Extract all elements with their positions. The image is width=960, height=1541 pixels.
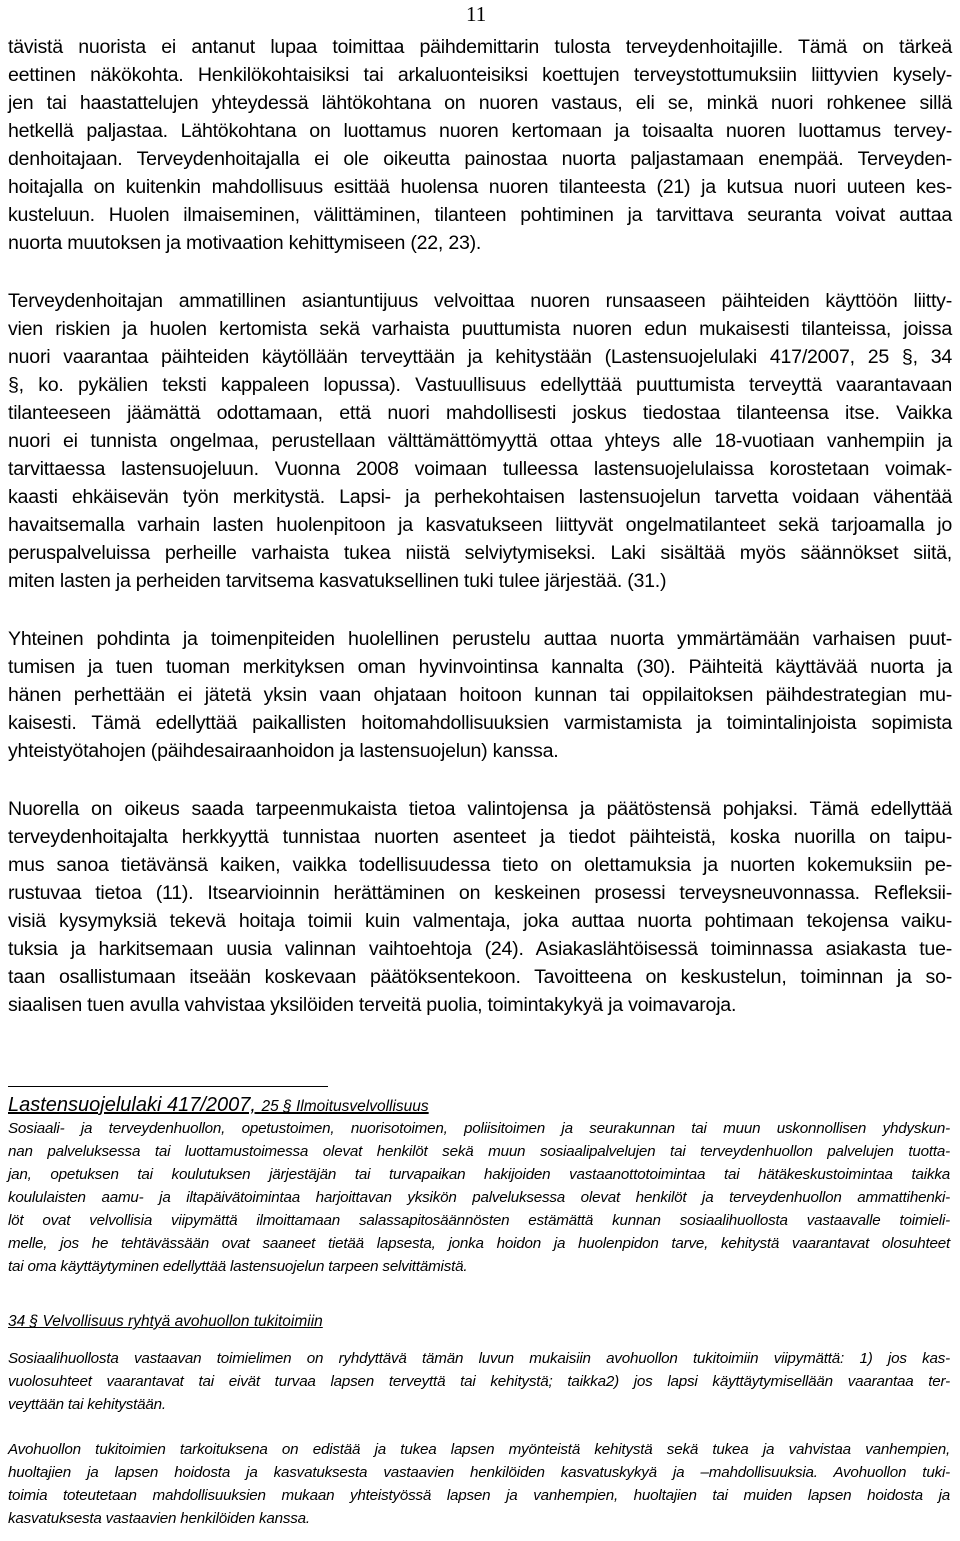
page-number: 11 <box>466 2 487 26</box>
paragraph-line: tarvittaessa lastensuojeluun. Vuonna 2008 voimaan tulleessa lastensuojelulaissa korostetaan voimak- <box>8 458 952 480</box>
paragraph-line: rustuvaa tietoa (11). Itsearvioinnin herättäminen on keskeinen prosessi terveysneuvonnassa. Refleksii- <box>8 882 952 904</box>
footnote-line: melle, jos he tehtävässään ovat saaneet tietää lapsesta, jonka hoidon ja huolenpidon tarve, kehitystä vaarantavat olosuhteet <box>8 1235 950 1252</box>
paragraph-line: vien riskien ja huolen kertomista sekä varhaista puuttumista nuoren edun mukaisesti tilanteissa, joissa <box>8 318 952 340</box>
footnote-line: toimia toteutetaan mahdollisuuksien mukaan yhteistyössä lapsen ja vanhempien, huoltajien tai muiden lapsen hoidosta ja <box>8 1487 950 1504</box>
paragraph-line: hetkellä paljastaa. Lähtökohtana on luottamus nuoren kertomaan ja toisaalta nuoren luottamus tervey- <box>8 120 952 142</box>
footnote-line: Sosiaalihuollosta vastaavan toimielimen on ryhdyttävä tämän luvun mukaisiin avohuollon tukitoimiin viipymättä: 1) jos kas- <box>8 1350 950 1367</box>
footnote-line: huoltajien ja lapsen hoidosta ja kasvatuksesta vastaavien henkilöiden kasvatuskykyä ja –mahdollisuuksia. Avohuollon tuki- <box>8 1464 950 1481</box>
law-title: Lastensuojelulaki 417/2007, <box>8 1094 256 1116</box>
paragraph-line: hoitajalla on kuitenkin mahdollisuus esittää huolensa nuoren tilanteesta (21) ja kutsua nuori uuteen kes- <box>8 176 952 198</box>
paragraph-line: §, ko. pykälien teksti kappaleen lopussa). Vastuullisuus edellyttää puuttumista terveyttä vaarantavaan <box>8 374 952 396</box>
paragraph-line: kaisesti. Tämä edellyttää paikallisten hoitomahdollisuuksien varmistamista ja toimintalinjoista sopimista <box>8 712 952 734</box>
paragraph-line: jen tai haastattelujen yhteydessä lähtökohtana on nuoren vastaus, eli se, minkä nuori rohkenee sillä <box>8 92 952 114</box>
paragraph-line: hänen perhettään ei jätetä yksin vaan ohjataan hoitoon kunnan tai oppilaitoksen päihdestrategian mu- <box>8 684 952 706</box>
paragraph-line: siaalisen tuen avulla vahvistaa yksilöiden terveitä puolia, toimintakykyä ja voimavaroja. <box>8 994 737 1016</box>
footnote-heading <box>8 1093 429 1119</box>
paragraph-line: tävistä nuorista ei antanut lupaa toimittaa päihdemittarin tulosta terveydenhoitajille. Tämä on tärkeä <box>8 36 952 58</box>
section-34-title: 34 § Velvollisuus ryhtyä avohuollon tukitoimiin <box>8 1313 323 1330</box>
footnote-line: löt ovat velvollisia viipymättä ilmoittamaan salassapitosäännösten estämättä kunnan sosiaalihuollosta vastaavalle toimieli- <box>8 1212 950 1229</box>
paragraph-line: mus sanoa tietävänsä kaiken, vaikka todellisuudessa tieto on olettamuksia ja nuorten kokemuksiin pe- <box>8 854 952 876</box>
footnote-line: Sosiaali- ja terveydenhuollon, opetustoimen, nuorisotoimen, poliisitoimen ja seurakunnan tai muun uskonnollisen yhdyskun- <box>8 1120 950 1137</box>
footnote-line: nan palveluksessa tai luottamustoimessa olevat henkilöt sekä muun sosiaalipalvelujen tai terveydenhuollon palvelujen tuotta- <box>8 1143 950 1160</box>
paragraph-line: Yhteinen pohdinta ja toimenpiteiden huolellinen perustelu auttaa nuorta ymmärtämään varhaisen puut- <box>8 628 952 650</box>
paragraph-line: Nuorella on oikeus saada tarpeenmukaista tietoa valintojensa ja päätöstensä pohjaksi. Tämä edellyttää <box>8 798 952 820</box>
footnote-line: kasvatuksesta vastaavien henkilöiden kanssa. <box>8 1510 310 1527</box>
paragraph-line: terveydenhoitajalta herkkyyttä tunnistaa nuorten asenteet ja tiedot päihteistä, koska nuorilla on taipu- <box>8 826 952 848</box>
footnote-line: koululaisten aamu- ja iltapäivätoimintaa harjoittavan yksikön palveluksessa olevat henkilöt ja terveydenhuollon ammattihenki- <box>8 1189 950 1206</box>
footnote-line: jan, opetuksen tai koulutuksen järjestäjän tai turvapaikan hakijoiden vastaanottotoimintaa tai hätäkeskustoimintaa taikka <box>8 1166 950 1183</box>
footnote-line: veyttään tai kehitystään. <box>8 1396 166 1413</box>
paragraph-line: taan osallistumaan itseään koskevaan päätöksentekoon. Tavoitteena on keskustelun, toiminnan ja so- <box>8 966 952 988</box>
paragraph-line: tuksia ja harkitsemaan uusia valinnan vaihtoehtoja (24). Asiakaslähtöisessä toiminnassa asiakasta tue- <box>8 938 952 960</box>
paragraph-line: tumisen ja tuen tuoman merkityksen oman hyvinvointinsa kannalta (30). Päihteitä käyttävää nuorta ja <box>8 656 952 678</box>
paragraph-line: peruspalveluissa perheille varhaista tukea niistä selviytymiseksi. Laki sisältää myös säännökset siitä, <box>8 542 952 564</box>
section-25-title: 25 § Ilmoitusvelvollisuus <box>261 1098 429 1115</box>
paragraph-line: kusteluun. Huolen ilmaiseminen, välittäminen, tilanteen pohtiminen ja tarvittava seuranta voivat auttaa <box>8 204 952 226</box>
paragraph-line: nuori ei tunnista ongelmaa, perustellaan välttämättömyyttä ottaa yhteys alle 18-vuotiaan vanhempiin ja <box>8 430 952 452</box>
footnote-line: tai oma käyttäytyminen edellyttää lastensuojelun tarpeen selvittämistä. <box>8 1258 468 1275</box>
paragraph-line: kaasti ehkäisevän työn merkitystä. Lapsi- ja perhekohtaisen lastensuojelun tarvetta voidaan vähentää <box>8 486 952 508</box>
paragraph-line: eettinen näkökohta. Henkilökohtaisiksi tai arkaluonteisiksi koettujen terveystottumuksiin liittyvien kysely- <box>8 64 952 86</box>
footnote-line: Avohuollon tukitoimien tarkoituksena on edistää ja tukea lapsen myönteistä kehitystä sekä tukea ja vahvistaa vanhempien, <box>8 1441 950 1458</box>
paragraph-line: visiä kysymyksiä tekevä hoitaja toimii kuin valmentaja, joka auttaa nuorta pohtimaan tekojensa vaiku- <box>8 910 952 932</box>
paragraph-line: havaitsemalla varhain lasten huolenpitoon ja kasvatukseen liittyvät ongelmatilanteet sekä tarjoamalla jo <box>8 514 952 536</box>
footnote-line: vuolosuhteet vaarantavat tai eivät turvaa lapsen terveyttä tai kehitystä; taikka2) jos lapsi käyttäytymisellään vaarantaa ter- <box>8 1373 950 1390</box>
paragraph-line: tilanteeseen jäämättä odottamaan, että nuori mahdollisesti joskus tiedostaa tilanteensa itse. Vaikka <box>8 402 952 424</box>
paragraph-line: yhteistyötahojen (päihdesairaanhoidon ja lastensuojelun) kanssa. <box>8 740 559 762</box>
paragraph-line: nuori vaarantaa päihteiden käytöllään terveyttään ja kehitystään (Lastensuojelulaki 417/2007, 25 §, 34 <box>8 346 952 368</box>
paragraph-line: Terveydenhoitajan ammatillinen asiantuntijuus velvoittaa nuoren runsaaseen päihteiden käyttöön liitty- <box>8 290 952 312</box>
footnote-separator <box>8 1086 328 1087</box>
paragraph-line: denhoitajaan. Terveydenhoitajalla ei ole oikeutta painostaa nuorta paljastamaan enempää. Terveyden- <box>8 148 952 170</box>
paragraph-line: nuorta muutoksen ja motivaation kehittymiseen (22, 23). <box>8 232 482 254</box>
paragraph-line: miten lasten ja perheiden tarvitsema kasvatuksellinen tuki tulee järjestää. (31.) <box>8 570 667 592</box>
